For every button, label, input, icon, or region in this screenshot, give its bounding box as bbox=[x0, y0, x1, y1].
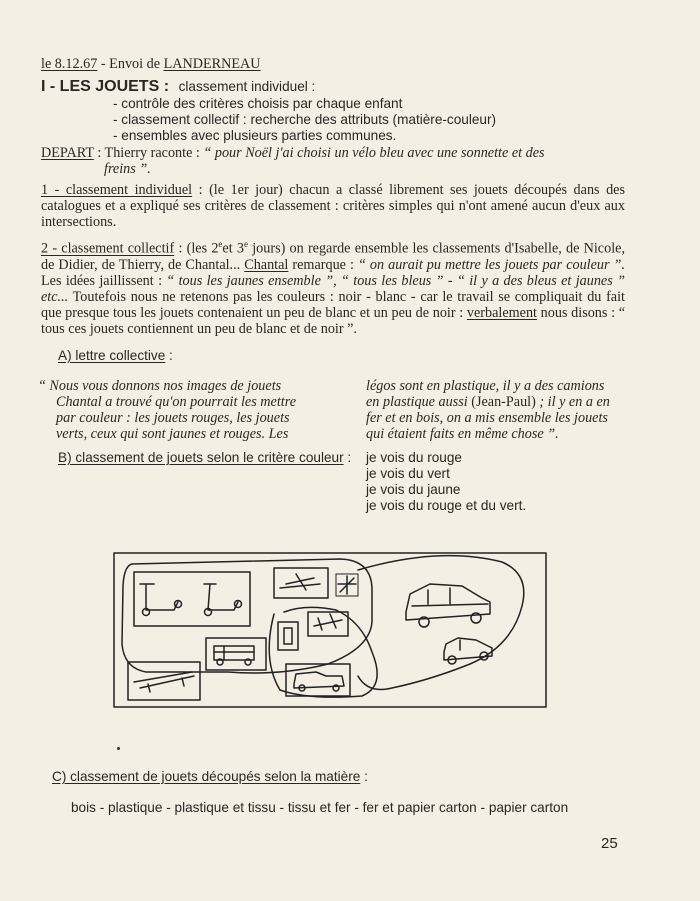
depart-quote-1: “ pour Noël j'ai choisi un vélo bleu avec une sonnette et des bbox=[203, 145, 545, 161]
scooter-icon bbox=[204, 584, 242, 616]
step1-label: 1 - classement individuel bbox=[41, 182, 193, 198]
step2-text-a: : (les 2 bbox=[174, 240, 219, 257]
depart-paragraph bbox=[41, 145, 631, 177]
step2-paragraph bbox=[41, 236, 625, 337]
bullet-1: - contrôle des critères choisis par chaque enfant bbox=[113, 96, 403, 111]
letter-col1-line-4: verts, ceux qui sont jaunes et rouges. Les bbox=[56, 426, 289, 442]
letter-col2-line-1: légos sont en plastique, il y a des camions bbox=[366, 378, 605, 394]
letter-col2-line-2b: (Jean-Paul) bbox=[467, 394, 540, 410]
letter-col1-line-3: par couleur : les jouets rouges, les jouets bbox=[56, 410, 290, 426]
depart-quote-2: freins ”. bbox=[104, 161, 151, 177]
step2-text-g: nous disons : “ tous ces jouets contiennent un peu de blanc et de noir ”. bbox=[41, 304, 625, 337]
colour-item-2: je vois du vert bbox=[366, 466, 450, 481]
colour-heading bbox=[58, 450, 351, 466]
step2-label: 2 - classement collectif bbox=[41, 240, 175, 257]
small-box bbox=[278, 622, 298, 650]
step2-text-d: remarque : bbox=[288, 256, 358, 273]
place: LANDERNEAU bbox=[163, 56, 261, 72]
step2-text-e: Les idées jaillissent : bbox=[41, 272, 167, 289]
drawing-frame bbox=[114, 553, 546, 707]
material-label: C) classement de jouets découpés selon la matière bbox=[52, 769, 361, 784]
section-bullets bbox=[113, 96, 496, 144]
step2-text-c: jours) on regarde ensemble les classements d'Isabelle, de Nicole, de Didier, de Thierry, de Chantal... bbox=[41, 240, 625, 273]
depart-label: DEPART bbox=[41, 145, 94, 161]
section-heading bbox=[41, 79, 315, 95]
step2-verbal: verbalement bbox=[466, 304, 538, 321]
colour-list bbox=[366, 450, 526, 514]
sled-icon bbox=[134, 672, 194, 692]
colour-label: B) classement de jouets selon le critère couleur bbox=[58, 450, 344, 465]
letter-col2-line-2c: ; il y en a en bbox=[539, 394, 610, 410]
date: le 8.12.67 bbox=[41, 56, 98, 72]
boat-icon bbox=[314, 614, 342, 630]
bullet-2: - classement collectif : recherche des attributs (matière-couleur) bbox=[113, 112, 497, 127]
truck-box bbox=[206, 638, 266, 670]
car-box bbox=[286, 664, 350, 696]
small-car-icon bbox=[444, 638, 492, 664]
section-intro: classement individuel : bbox=[178, 79, 316, 94]
small-toy-icon bbox=[338, 576, 356, 594]
car-icon bbox=[294, 672, 344, 691]
letter-colon: : bbox=[165, 348, 173, 363]
step2-text-f: Toutefois nous ne retenons pas les couleurs : noir - blanc - car le travail se compliquait du fait que presque tous les jouets contenaient un peu de blanc et un peu de noir : bbox=[41, 288, 625, 321]
material-line: bois - plastique - plastique et tissu - tissu et fer - fer et papier carton - papier carton bbox=[71, 800, 569, 815]
outer-set bbox=[122, 559, 372, 673]
material-heading bbox=[52, 769, 368, 785]
big-car-icon bbox=[406, 584, 490, 627]
bullet-3: - ensembles avec plusieurs parties communes. bbox=[113, 128, 397, 143]
step2-sup-1: e bbox=[218, 239, 223, 249]
colour-item-3: je vois du jaune bbox=[366, 482, 461, 497]
letter-heading bbox=[58, 348, 173, 364]
ink-dot bbox=[117, 747, 120, 750]
page-number: 25 bbox=[601, 835, 618, 852]
letter-label: A) lettre collective bbox=[58, 348, 166, 363]
letter-col2-line-2a: en plastique aussi bbox=[366, 394, 468, 410]
truck-icon bbox=[214, 646, 254, 665]
material-colon: : bbox=[360, 769, 368, 784]
letter-col1-line-2: Chantal a trouvé qu'on pourrait les mettre bbox=[56, 394, 297, 410]
scooters-box bbox=[134, 572, 250, 626]
letter-col2-line-3: fer et en bois, on a mis ensemble les jouets bbox=[366, 410, 608, 426]
letter-col1-line-1: “ Nous vous donnons nos images de jouets bbox=[38, 378, 282, 394]
header-line bbox=[41, 56, 261, 72]
step2-sup-2: e bbox=[243, 239, 248, 249]
step1-text: : (le 1er jour) chacun a classé librement ses jouets découpés dans des catalogues et a expliqué ses critères de classement : critères simples qui n'ont amené aucun d'eux aux intersections. bbox=[41, 182, 625, 230]
step2-quote-2: “ tous les jaunes ensemble ”, “ tous les bleus ” - “ il y a des bleus et jaunes ” etc... bbox=[41, 272, 625, 305]
section-title: I - LES JOUETS : bbox=[41, 78, 170, 95]
colour-item-4: je vois du rouge et du vert. bbox=[366, 498, 527, 513]
boat-box bbox=[308, 612, 348, 636]
letter-column-1 bbox=[38, 378, 296, 442]
step1-paragraph bbox=[41, 182, 625, 230]
depart-speaker: : Thierry raconte : bbox=[93, 145, 204, 161]
colour-colon: : bbox=[343, 450, 352, 465]
letter-col2-line-4: qui étaient faits en même chose ”. bbox=[366, 426, 559, 442]
colour-item-1: je vois du rouge bbox=[366, 450, 462, 465]
envoi-text: - Envoi de bbox=[97, 56, 164, 72]
scooter-icon bbox=[140, 584, 182, 616]
letter-column-2 bbox=[366, 378, 610, 442]
plane-icon bbox=[280, 574, 320, 590]
step2-text-b: et 3 bbox=[222, 240, 244, 257]
step2-chantal: Chantal bbox=[244, 256, 289, 273]
toy-classification-drawing bbox=[110, 548, 550, 713]
step2-quote-1: “ on aurait pu mettre les jouets par couleur ”. bbox=[357, 256, 625, 273]
right-set bbox=[358, 556, 524, 690]
